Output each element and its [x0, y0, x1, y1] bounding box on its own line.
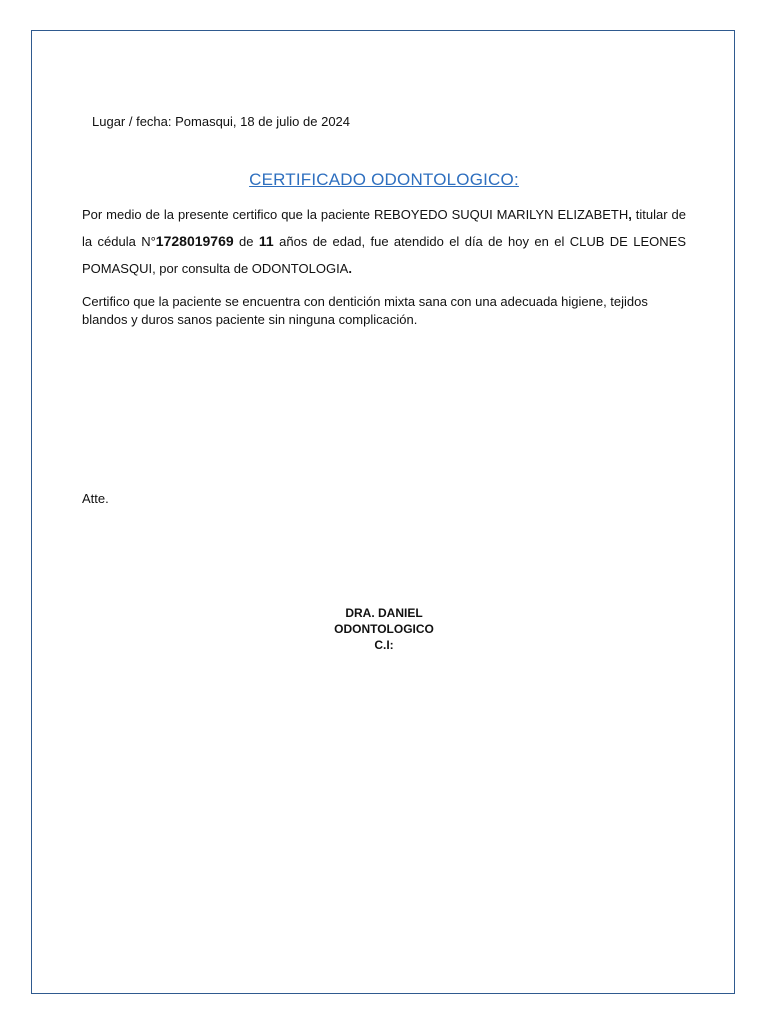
signer-role: ODONTOLOGICO — [334, 622, 434, 636]
signature-block — [0, 605, 768, 653]
signer-ci: C.I: — [374, 638, 394, 652]
patient-age: 11 — [258, 233, 274, 249]
paragraph-text-c: de — [233, 234, 259, 249]
document-title: CERTIFICADO ODONTOLOGICO: — [249, 170, 519, 189]
signer-name: DRA. DANIEL — [345, 606, 423, 620]
paragraph-text-b: titular de la cédula N° — [82, 207, 686, 249]
paragraph-comma: , — [628, 207, 632, 222]
paragraph-text-d: años de edad, fue atendido el día de hoy en el CLUB DE LEONES POMASQUI, por consulta de ODONTOLOGIA — [82, 234, 686, 276]
id-number: 1728019769 — [155, 233, 234, 249]
place-date: Lugar / fecha: Pomasqui, 18 de julio de 2024 — [92, 114, 351, 129]
diagnosis-paragraph: Certifico que la paciente se encuentra con dentición mixta sana con una adecuada higiene, tejidos blandos y duros sanos paciente sin ninguna complicación. — [82, 294, 648, 327]
closing-text: Atte. — [82, 491, 109, 506]
paragraph-period: . — [348, 261, 352, 276]
paragraph-text-a: Por medio de la presente certifico que la paciente REBOYEDO SUQUI MARILYN ELIZABETH — [82, 207, 629, 222]
certificate-paragraph — [82, 201, 686, 282]
